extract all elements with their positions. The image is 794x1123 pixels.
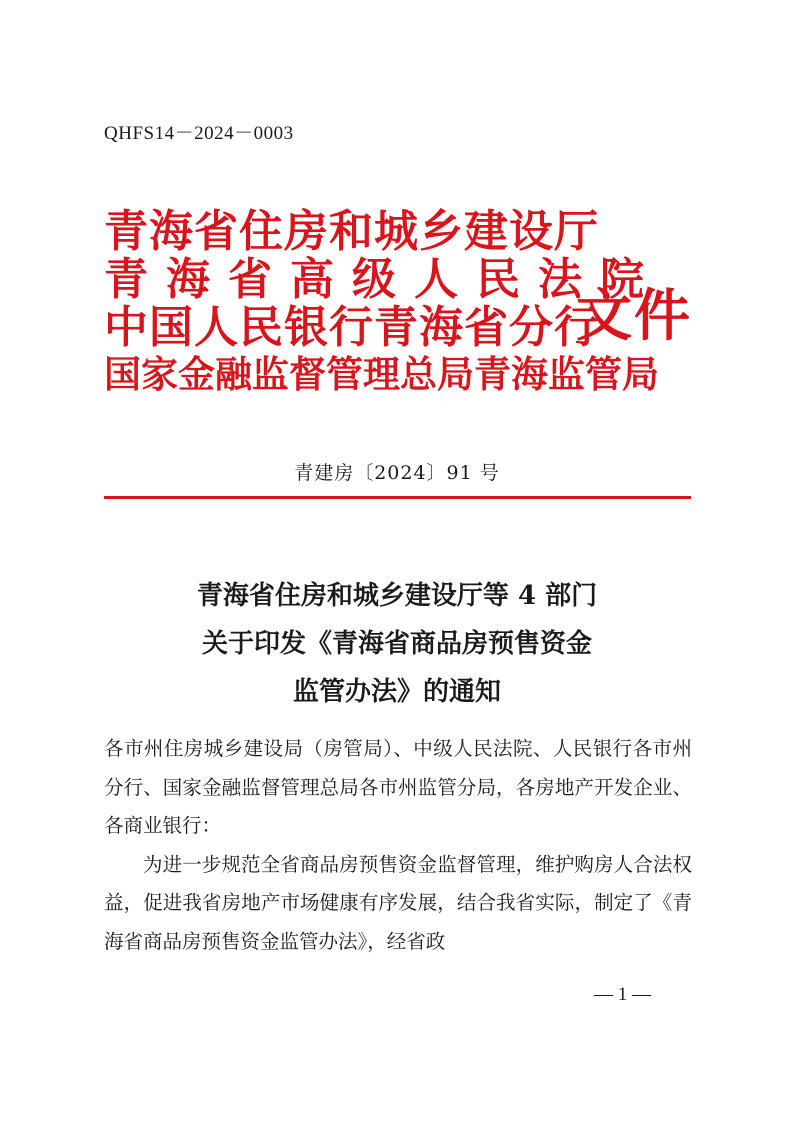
title-line-3: 监管办法》的通知 [292,677,501,707]
document-code: QHFS14－2024－0003 [104,123,294,144]
title-line-2: 关于印发《青海省商品房预售资金 [201,629,592,659]
issuer-high-court: 青海省高级人民法院 [104,254,662,305]
salutation-paragraph: 各市州住房城乡建设局（房管局）、中级人民法院、人民银行各市州分行、国家金融监督管理总局各市州监管分局，各房地产开发企业、各商业银行： [104,737,692,837]
body-paragraph: 为进一步规范全省商品房预售资金监督管理，维护购房人合法权益，促进我省房地产市场健康有序发展，结合我省实际，制定了《青海省商品房预售资金监管办法》，经省政 [104,852,692,953]
page-number: — 1 — [594,984,651,1005]
title-line-1: 青海省住房和城乡建设厅等 4 部门 [196,581,598,611]
document-number: 青建房〔2024〕91 号 [294,462,500,484]
issuer-financial-regulatory-bureau: 国家金融监督管理总局青海监管局 [104,353,659,396]
document-body [104,730,692,961]
document-title [0,572,794,716]
issuer-housing-department: 青海省住房和城乡建设厅 [104,206,599,257]
file-word: 文件 [576,284,692,349]
red-separator-line [104,496,691,499]
issuer-peoples-bank-branch: 中国人民银行青海省分行 [104,302,599,353]
